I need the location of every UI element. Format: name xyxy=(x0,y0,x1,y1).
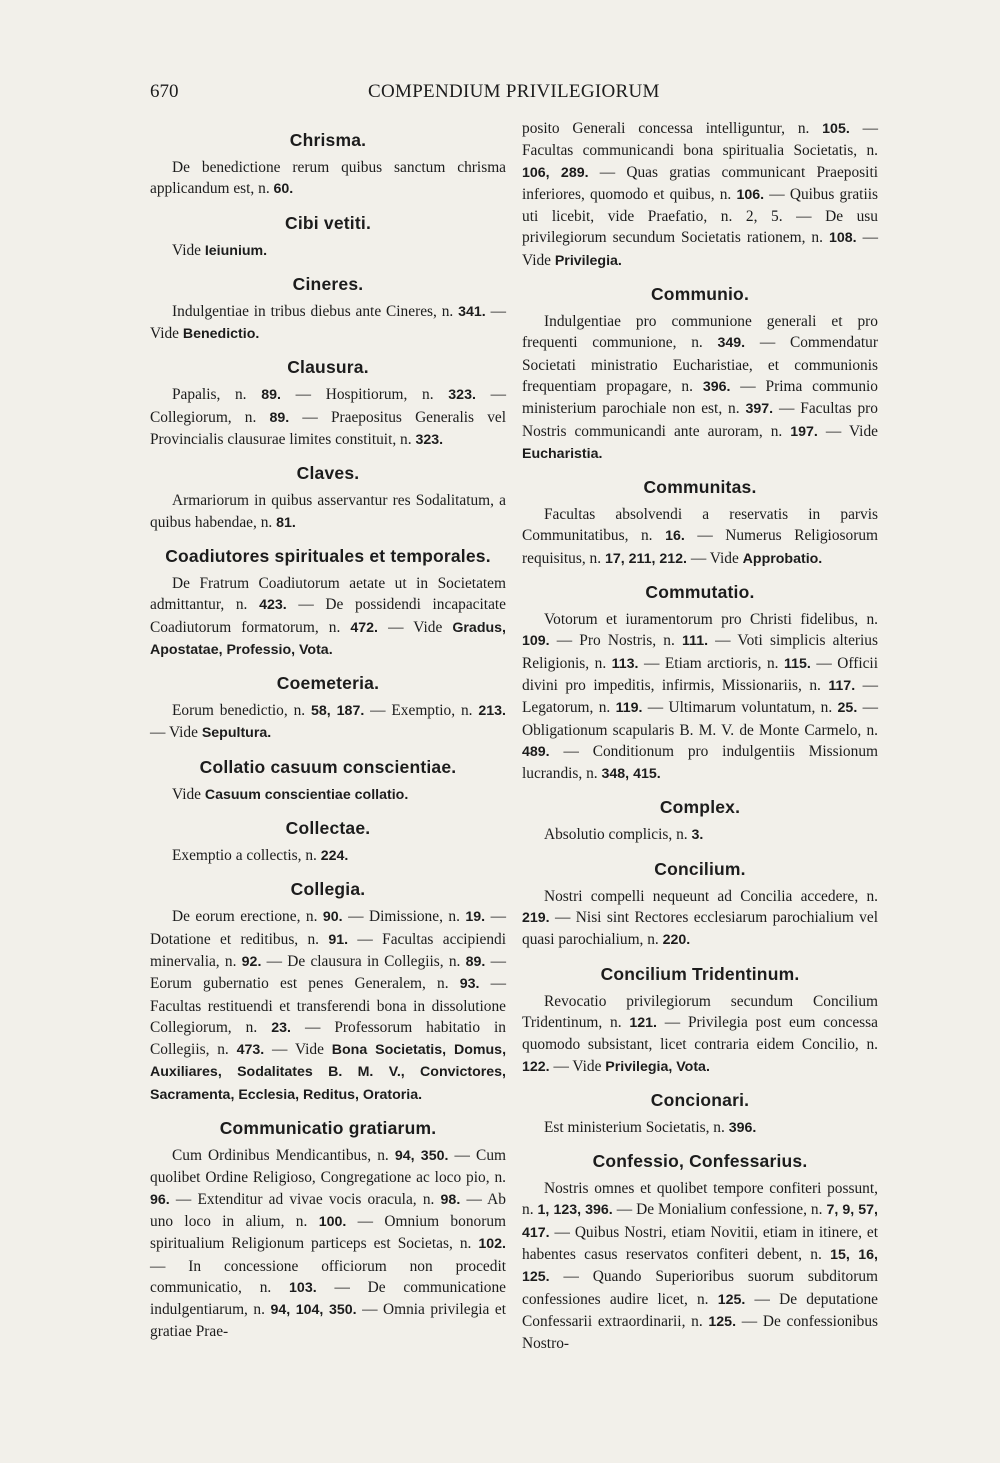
entry-run: — Omnium bonorum spiritualium Religionum particeps est Societas, n. xyxy=(150,1212,507,1253)
right-column xyxy=(522,118,878,1356)
entry-ref: 81. xyxy=(276,514,296,531)
entry-run: — Commendatur Societati ministratio Eucharistiae, et communionis frequentiam propagare, n. xyxy=(522,334,879,395)
entry-ref: 3. xyxy=(691,827,704,844)
entry-run: — Pro Nostris, n. xyxy=(549,632,682,650)
entry-run: — De clausura in Collegiis, n. xyxy=(261,952,466,970)
entry-run: — Cum quolibet Ordine Religioso, Congregatione ac loco pio, n. xyxy=(150,1147,506,1187)
entry-run: — De communicatione indulgentiarum, n. xyxy=(150,1278,506,1319)
entry-run: — De deputatione Confessarii extraordinarii, n. xyxy=(522,1290,878,1330)
entry-ref: 113. xyxy=(611,655,639,672)
entry-heading: Chrisma. xyxy=(289,130,367,150)
entry-ref: 89. xyxy=(465,953,486,970)
entry-heading: Commutatio. xyxy=(645,582,755,603)
entry-run: Revocatio privilegiorum secundum Concilium Tridentinum, n. xyxy=(522,992,878,1031)
entry-heading: Concilium Tridentinum. xyxy=(600,963,800,984)
entry-run: — De Monialium confessione, n. xyxy=(612,1201,827,1219)
entry-run: — Vide xyxy=(150,724,202,742)
entry-ref: 121. xyxy=(629,1014,657,1031)
entry-ref: 220. xyxy=(662,932,691,949)
entry-heading: Coadiutores spirituales et temporales. xyxy=(165,545,491,566)
entry-run: — Vide xyxy=(687,549,743,567)
entry-run: — Dimissione, n. xyxy=(342,908,466,926)
entry-ref: 60. xyxy=(273,181,294,198)
entry-run: — Hospitiorum, n. xyxy=(280,386,449,404)
entry-text xyxy=(150,573,506,661)
entry-text xyxy=(150,301,506,346)
entry-text xyxy=(150,784,506,806)
entry-run: — Quando Superioribus suorum subditorum confessiones audire licet, n. xyxy=(522,1268,878,1308)
entry-run: — Vide xyxy=(150,302,506,343)
entry-heading: Complex. xyxy=(659,797,741,818)
entry-run: — Facultas accipiendi minervalia, n. xyxy=(150,930,506,970)
entry-ref: 472. xyxy=(350,619,379,636)
entry-ref: 106, 289. xyxy=(522,164,589,181)
entry-ref: 397. xyxy=(745,401,774,418)
entry-heading: Collectae. xyxy=(285,818,371,839)
entry-ref: Eucharistia. xyxy=(522,445,603,462)
entry-run: Nostris omnes et quolibet tempore confiteri possunt, n. xyxy=(522,1180,878,1219)
entry-ref: 100. xyxy=(318,1213,347,1230)
entry-ref: 323. xyxy=(448,387,476,404)
entry-ref: 103. xyxy=(289,1279,317,1296)
entry-ref: 16. xyxy=(665,528,685,545)
entry-ref: 122. xyxy=(522,1058,550,1075)
entry-ref: 23. xyxy=(271,1019,291,1036)
entry-ref: Casuum conscientiae collatio. xyxy=(204,786,409,803)
entry-run: — Eorum gubernatio est penes Generalem, n. xyxy=(150,952,506,993)
entry-ref: 111. xyxy=(681,633,709,650)
entry-ref: 102. xyxy=(478,1236,506,1253)
entry-ref: 98. xyxy=(440,1191,461,1208)
left-column xyxy=(150,118,506,1345)
entry-text xyxy=(150,157,506,201)
entry-ref: 115. xyxy=(784,655,811,672)
entry-text xyxy=(150,490,506,534)
entry-ref: 396. xyxy=(728,1119,757,1136)
entry-ref: Ieiunium. xyxy=(204,242,268,259)
entry-ref: 15, 16, 125. xyxy=(522,1246,878,1286)
entry-run: — De confessionibus Nostro- xyxy=(522,1312,878,1353)
entry-ref: 396. xyxy=(702,378,731,395)
entry-ref: 93. xyxy=(459,976,480,993)
entry-text xyxy=(150,1145,506,1343)
entry-run: — Privilegia post eum concessa quomodo subsistant, licet contraria eidem Concilio, n. xyxy=(522,1013,878,1054)
entry-run: Votorum et iuramentorum pro Christi fidelibus, n. xyxy=(544,611,878,629)
entry-heading: Confessio, Confessarius. xyxy=(592,1151,808,1172)
entry-ref: 423. xyxy=(259,597,287,614)
entry-ref: 224. xyxy=(320,848,349,865)
entry-run: Nostri compelli nequeunt ad Concilia accedere, n. xyxy=(544,887,878,905)
entry-run: Vide xyxy=(172,785,205,803)
entry-heading: Coemeteria. xyxy=(276,673,380,694)
entry-ref: 125. xyxy=(717,1291,746,1308)
entry-ref: 473. xyxy=(236,1042,265,1059)
entry-run: — Dotatione et reditibus, n. xyxy=(150,908,506,948)
entry-text xyxy=(522,1178,878,1354)
entry-text xyxy=(150,384,506,451)
entry-run: — Officii divini pro impeditis, infirmis, Missionariis, n. xyxy=(522,654,878,694)
entry-heading: Communitas. xyxy=(643,477,757,498)
running-head: COMPENDIUM PRIVILEGIORUM xyxy=(368,81,660,102)
entry-ref: 89. xyxy=(269,409,290,426)
entry-ref: 349. xyxy=(717,335,746,352)
entry-run: Cum Ordinibus Mendicantibus, n. xyxy=(172,1147,395,1165)
entry-heading: Clausura. xyxy=(287,357,369,378)
entry-run: — Ab uno loco in alium, n. xyxy=(150,1190,506,1230)
entry-run: Eorum benedictio, n. xyxy=(172,702,311,720)
entry-ref: Gradus, Apostatae, Professio, Vota. xyxy=(150,619,506,658)
entry-ref: 25. xyxy=(837,700,858,717)
entry-text xyxy=(522,1117,878,1139)
entry-run: — Facultas pro Nostris communicandi ante auroram, n. xyxy=(522,400,878,440)
entry-heading: Collatio casuum conscientiae. xyxy=(199,756,457,777)
entry-ref: 219. xyxy=(522,910,550,927)
entry-ref: Privilegia, Vota. xyxy=(605,1058,710,1075)
entry-ref: Privilegia. xyxy=(554,252,622,269)
entry-run: — Facultas communicandi bona spiritualia Societatis, n. xyxy=(522,120,878,160)
entry-ref: 89. xyxy=(261,387,281,404)
entry-run: — Conditionum pro indulgentiis Missionum lucrandis, n. xyxy=(522,742,878,783)
entry-text xyxy=(150,845,506,867)
entry-ref: 341. xyxy=(458,303,486,320)
entry-run: — De possidendi incapacitate Coadiutorum formatorum, n. xyxy=(150,596,507,636)
entry-run: De Fratrum Coadiutorum aetate ut in Societatem admittantur, n. xyxy=(150,574,506,614)
entry-run: — Quibus gratiis uti licebit, vide Praefatio, n. 2, 5. — De usu privilegiorum secundum Societatis rationem, n. xyxy=(522,185,878,247)
entry-heading: Cibi vetiti. xyxy=(284,212,372,233)
entry-ref: 1, 123, 396. xyxy=(537,1202,613,1219)
entry-run: Est ministerium Societatis, n. xyxy=(544,1118,729,1136)
entry-run: — Professorum habitatio in Collegiis, n. xyxy=(150,1018,506,1059)
entry-run: Absolutio complicis, n. xyxy=(544,826,692,844)
entry-ref: 119. xyxy=(615,700,643,717)
entry-run: Indulgentiae pro communione generali et pro frequenti communione, n. xyxy=(522,313,878,352)
entry-ref: 90. xyxy=(322,909,343,926)
entry-run: — Praepositus Generalis vel Provincialis clausurae limites constituit, n. xyxy=(150,408,506,449)
entry-text xyxy=(522,504,878,570)
entry-ref: 108. xyxy=(828,230,857,247)
entry-run: De benedictione rerum quibus sanctum chrisma applicandum est, n. xyxy=(150,159,506,198)
entry-text xyxy=(522,991,878,1078)
entry-heading: Concilium. xyxy=(654,858,746,879)
entry-heading: Claves. xyxy=(296,463,360,484)
entry-text xyxy=(522,311,878,465)
entry-heading: Cineres. xyxy=(292,273,364,294)
entry-ref: 19. xyxy=(465,909,486,926)
entry-ref: 125. xyxy=(708,1313,737,1330)
entry-text xyxy=(522,609,878,785)
entry-ref: 58, 187. xyxy=(310,703,365,720)
entry-run: — Omnia privilegia et gratiae Prae- xyxy=(150,1301,506,1341)
entry-run: — Nisi sint Rectores ecclesiarum parochialium vel quasi parochialium, n. xyxy=(522,909,878,949)
entry-run: — Exemptio, n. xyxy=(364,702,479,720)
entry-ref: Approbatio. xyxy=(742,550,823,567)
entry-ref: 7, 9, 57, 417. xyxy=(522,1202,878,1241)
entry-run: Armariorum in quibus asservantur res Sodalitatum, a quibus habendae, n. xyxy=(150,492,506,531)
entry-run: — Vide xyxy=(378,618,453,636)
entry-ref: 109. xyxy=(522,633,550,650)
entry-ref: 197. xyxy=(790,423,818,440)
entry-ref: 17, 211, 212. xyxy=(604,550,687,567)
entry-ref: 213. xyxy=(478,703,506,720)
entry-run: De eorum erectione, n. xyxy=(172,908,323,926)
entry-run: posito Generali concessa intelliguntur, n. xyxy=(522,120,823,137)
entry-run: — Vide xyxy=(817,422,878,440)
entry-ref: 94, 350. xyxy=(394,1148,449,1165)
entry-heading: Concionari. xyxy=(650,1089,750,1110)
entry-heading: Communicatio gratiarum. xyxy=(219,1118,437,1139)
entry-ref: 489. xyxy=(522,743,550,760)
entry-text xyxy=(522,886,878,952)
entry-ref: Benedictio. xyxy=(182,326,260,343)
entry-run: Vide xyxy=(172,241,205,259)
entry-run: — Prima communio ministerium parochiale non est, n. xyxy=(522,377,878,418)
entry-ref: 96. xyxy=(150,1191,170,1208)
entry-ref: 92. xyxy=(241,953,262,970)
entry-ref: 323. xyxy=(415,432,444,449)
entry-text xyxy=(150,700,506,745)
entry-run: — Quibus Nostri, etiam Novitii, etiam in itinere, et habentes casus reservatos confiteri debent, n. xyxy=(522,1223,878,1263)
entry-run: — Extenditur ad vivae vocis oracula, n. xyxy=(169,1190,441,1208)
entry-heading: Collegia. xyxy=(290,879,366,900)
entry-run: — Quas gratias communicant Praepositi inferiores, quomodo et quibus, n. xyxy=(522,163,879,203)
entry-ref: 348, 415. xyxy=(601,766,661,783)
entry-run: Papalis, n. xyxy=(172,386,262,404)
entry-run: — Collegiorum, n. xyxy=(150,386,506,426)
entry-heading: Communio. xyxy=(650,284,750,305)
entry-run: Facultas absolvendi a reservatis in parvis Communitatibus, n. xyxy=(522,506,878,545)
page-number: 670 xyxy=(150,81,179,102)
entry-run: Exemptio a collectis, n. xyxy=(172,847,321,865)
entry-run: — Voti simplicis alterius Religionis, n. xyxy=(522,632,878,672)
entry-text xyxy=(522,824,878,846)
entry-run: — Vide xyxy=(522,229,878,269)
entry-text xyxy=(522,118,878,272)
entry-run: — Etiam arctioris, n. xyxy=(638,654,784,672)
entry-ref: 94, 104, 350. xyxy=(270,1302,357,1319)
entry-text xyxy=(150,240,506,262)
entry-ref: Bona Societatis, Domus, Auxiliares, Sodalitates B. M. V., Convictores, Sacramenta, Ecclesia, Reditus, Oratoria. xyxy=(150,1042,507,1103)
entry-ref: 105. xyxy=(822,121,850,137)
entry-ref: 117. xyxy=(828,677,856,694)
entry-ref: 91. xyxy=(328,931,349,948)
entry-ref: Sepultura. xyxy=(201,725,272,742)
entry-run: — In concessione officiorum non procedit communicatio, n. xyxy=(150,1257,506,1296)
entry-run: Indulgentiae in tribus diebus ante Cineres, n. xyxy=(172,302,459,320)
entry-text xyxy=(150,906,506,1106)
entry-run: — Vide xyxy=(549,1057,606,1075)
entry-run: — Ultimarum voluntatum, n. xyxy=(642,699,838,717)
entry-run: — Numerus Religiosorum requisitus, n. xyxy=(522,527,878,567)
entry-run: — Legatorum, n. xyxy=(522,676,878,717)
entry-run: — Facultas restituendi et transferendi bona in dissolutione Collegiorum, n. xyxy=(150,975,506,1036)
entry-run: — Obligationum scapularis B. M. V. de Monte Carmelo, n. xyxy=(522,699,879,739)
entry-ref: 106. xyxy=(736,186,765,203)
entry-run: — Vide xyxy=(264,1041,332,1059)
